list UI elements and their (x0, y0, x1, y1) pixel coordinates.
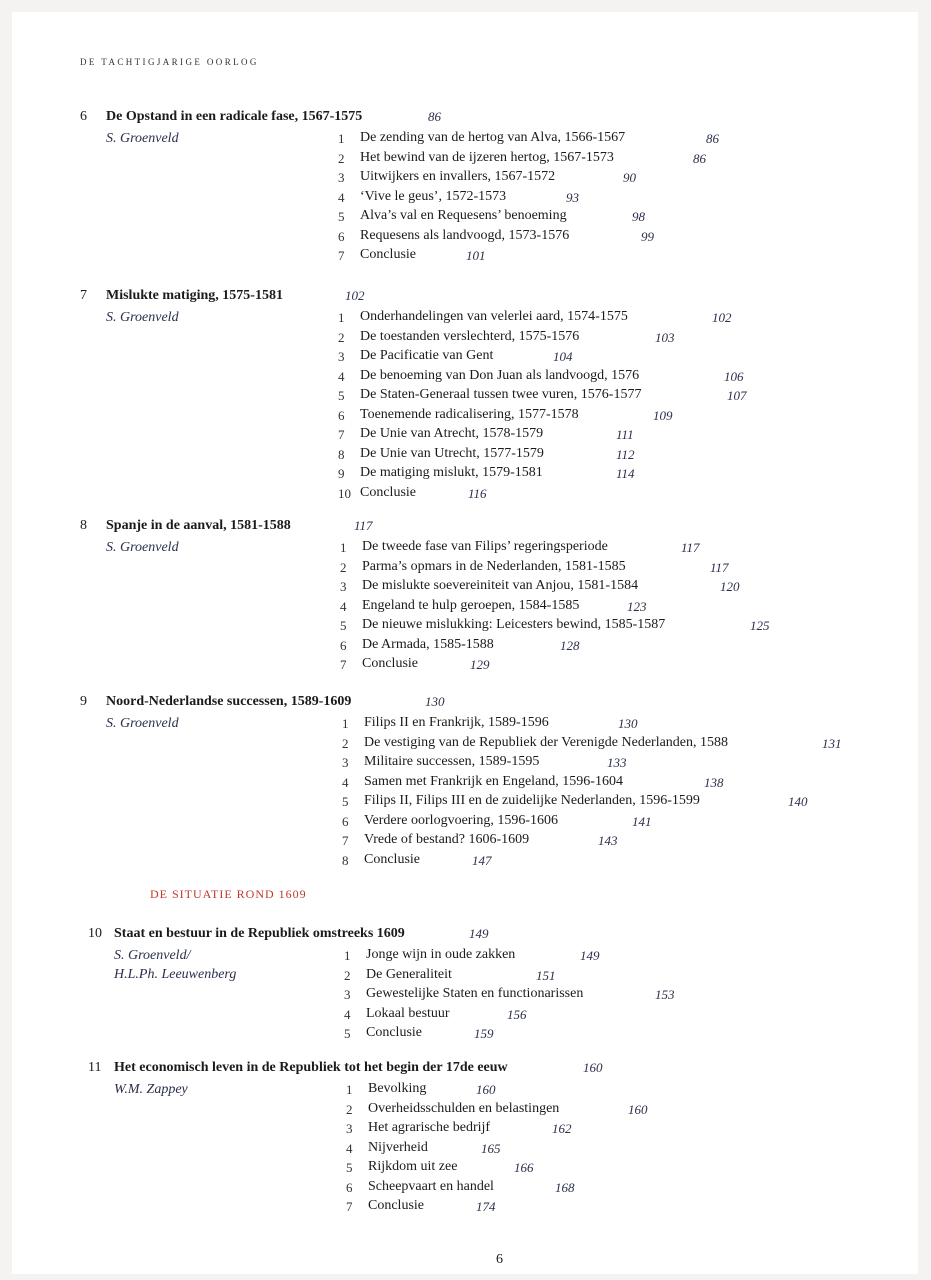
section-page-number: 101 (466, 248, 486, 263)
chapter-author: S. Groenveld (106, 540, 179, 555)
section-title: Conclusie (364, 851, 420, 867)
running-header: DE TACHTIGJARIGE OORLOG (80, 57, 259, 67)
chapter-number: 7 (80, 288, 87, 303)
section-number: 1 (338, 310, 345, 325)
section-title: Scheepvaart en handel (368, 1178, 494, 1194)
chapter-author: S. Groenveld (106, 131, 179, 146)
section-page-number: 133 (607, 755, 627, 770)
section-number: 5 (338, 388, 345, 403)
section-page-number: 129 (470, 657, 490, 672)
section-title: Gewestelijke Staten en functionarissen (366, 986, 584, 1001)
section-title: De tweede fase van Filips’ regeringsperiode (362, 539, 608, 554)
section-page-number: 93 (566, 189, 579, 205)
section-title: De Armada, 1585-1588 (362, 636, 494, 652)
section-number: 5 (340, 618, 347, 633)
section-page-number: 86 (693, 150, 706, 166)
section-page-number: 165 (481, 1140, 501, 1156)
chapter-page-number: 117 (354, 518, 373, 533)
chapter-title: Spanje in de aanval, 1581-1588 (106, 518, 291, 533)
section-page-number: 160 (476, 1082, 496, 1097)
section-title: De matiging mislukt, 1579-1581 (360, 465, 543, 480)
chapter-number: 11 (88, 1060, 102, 1075)
section-title: De Pacificatie van Gent (360, 348, 494, 363)
section-page-number: 151 (536, 967, 556, 983)
section-number: 3 (344, 987, 351, 1002)
chapter-number: 8 (80, 518, 87, 533)
section-title: Alva’s val en Requesens’ benoeming (360, 208, 567, 223)
section-title: Bevolking (368, 1081, 427, 1096)
chapter-page-number: 160 (583, 1060, 603, 1075)
section-page-number: 102 (712, 310, 732, 325)
chapter-page-number: 130 (425, 694, 445, 709)
section-number: 1 (340, 540, 347, 555)
section-number: 3 (342, 755, 349, 770)
chapter-title: Mislukte matiging, 1575-1581 (106, 288, 283, 303)
section-number: 1 (342, 716, 349, 731)
section-number: 1 (344, 948, 351, 963)
section-title: De Staten-Generaal tussen twee vuren, 1576-1577 (360, 387, 642, 402)
section-title: Nijverheid (368, 1139, 428, 1155)
section-number: 7 (342, 833, 349, 848)
section-title: Filips II, Filips III en de zuidelijke Nederlanden, 1596-1599 (364, 793, 700, 808)
chapter-number: 9 (80, 694, 87, 709)
section-title: Parma’s opmars in de Nederlanden, 1581-1585 (362, 558, 626, 574)
section-number: 2 (340, 559, 347, 575)
section-number: 9 (338, 466, 345, 481)
section-page-number: 168 (555, 1179, 575, 1195)
section-title: Conclusie (360, 247, 416, 262)
section-page-number: 174 (476, 1199, 496, 1214)
section-number: 2 (342, 735, 349, 751)
section-page-number: 156 (507, 1006, 527, 1022)
chapter-page-number: 102 (345, 288, 365, 303)
chapter-page-number: 149 (469, 926, 489, 941)
section-title: Onderhandelingen van velerlei aard, 1574-1575 (360, 309, 628, 324)
chapter-number: 6 (80, 109, 87, 124)
section-number: 4 (342, 774, 349, 790)
section-number: 2 (338, 150, 345, 166)
section-page-number: 141 (632, 813, 652, 829)
section-page-number: 90 (623, 170, 636, 185)
section-title: Jonge wijn in oude zakken (366, 947, 516, 962)
section-page-number: 99 (641, 228, 654, 244)
section-number: 6 (346, 1179, 353, 1195)
chapter-page-number: 86 (428, 109, 441, 124)
section-page-number: 114 (616, 466, 635, 481)
section-page-number: 130 (618, 716, 638, 731)
section-number: 4 (344, 1006, 351, 1022)
section-title: Filips II en Frankrijk, 1589-1596 (364, 715, 549, 730)
section-title: Samen met Frankrijk en Engeland, 1596-1604 (364, 773, 623, 789)
section-title: Conclusie (366, 1025, 422, 1040)
section-number: 6 (338, 407, 345, 423)
section-page-number: 111 (616, 427, 634, 442)
section-page-number: 98 (632, 209, 645, 224)
section-title: De benoeming van Don Juan als landvoogd, 1576 (360, 367, 640, 383)
chapter-author: H.L.Ph. Leeuwenberg (114, 967, 237, 982)
section-number: 4 (346, 1140, 353, 1156)
section-page-number: 116 (468, 485, 487, 501)
section-page-number: 106 (724, 368, 744, 384)
chapter-title: De Opstand in een radicale fase, 1567-1575 (106, 109, 363, 124)
section-number: 4 (340, 598, 347, 614)
section-number: 3 (338, 170, 345, 185)
section-page-number: 107 (727, 388, 747, 403)
section-title: Lokaal bestuur (366, 1005, 450, 1021)
section-number: 3 (346, 1121, 353, 1136)
section-number: 4 (338, 189, 345, 205)
section-page-number: 120 (720, 579, 740, 594)
section-page-number: 117 (710, 559, 729, 575)
section-page-number: 162 (552, 1121, 572, 1136)
section-title: De Generaliteit (366, 966, 452, 982)
section-number: 7 (346, 1199, 353, 1214)
section-title: Uitwijkers en invallers, 1567-1572 (360, 169, 556, 184)
section-page-number: 117 (681, 540, 700, 555)
chapter-title: Het economisch leven in de Republiek tot het begin der 17de eeuw (114, 1060, 508, 1075)
section-number: 7 (340, 657, 347, 672)
section-title: De Unie van Utrecht, 1577-1579 (360, 445, 544, 461)
section-page-number: 166 (514, 1160, 534, 1175)
section-title: De Unie van Atrecht, 1578-1579 (360, 426, 544, 441)
section-title: De vestiging van de Republiek der Verenigde Nederlanden, 1588 (364, 734, 729, 750)
chapter-number: 10 (88, 926, 102, 941)
chapter-author: S. Groenveld (106, 716, 179, 731)
section-title: Conclusie (368, 1198, 424, 1213)
section-number: 6 (342, 813, 349, 829)
section-number: 7 (338, 427, 345, 442)
section-title: Toenemende radicalisering, 1577-1578 (360, 406, 579, 422)
section-page-number: 149 (580, 948, 600, 963)
section-page-number: 160 (628, 1101, 648, 1117)
section-page-number: 128 (560, 637, 580, 653)
section-number: 10 (338, 485, 351, 501)
section-number: 1 (338, 131, 345, 146)
section-page-number: 86 (706, 131, 719, 146)
section-page-number: 103 (655, 329, 675, 345)
section-title: Het bewind van de ijzeren hertog, 1567-1573 (360, 149, 614, 165)
section-title: De nieuwe mislukking: Leicesters bewind, 1585-1587 (362, 617, 666, 632)
section-number: 8 (338, 446, 345, 462)
section-number: 1 (346, 1082, 353, 1097)
section-title: Engeland te hulp geroepen, 1584-1585 (362, 597, 580, 613)
section-page-number: 153 (655, 987, 675, 1002)
chapter-title: Noord-Nederlandse successen, 1589-1609 (106, 694, 352, 709)
section-number: 6 (338, 228, 345, 244)
section-title: Overheidsschulden en belastingen (368, 1100, 560, 1116)
chapter-author: S. Groenveld (106, 310, 179, 325)
section-number: 3 (338, 349, 345, 364)
footer-page-number: 6 (496, 1252, 503, 1267)
section-page-number: 138 (704, 774, 724, 790)
section-title: De toestanden verslechterd, 1575-1576 (360, 328, 580, 344)
section-title: Het agrarische bedrijf (368, 1120, 491, 1135)
part-heading: DE SITUATIE ROND 1609 (150, 887, 307, 901)
section-page-number: 123 (627, 598, 647, 614)
section-number: 4 (338, 368, 345, 384)
section-page-number: 140 (788, 794, 808, 809)
section-number: 7 (338, 248, 345, 263)
section-page-number: 125 (750, 618, 770, 633)
chapter-author: W.M. Zappey (114, 1082, 188, 1097)
section-number: 5 (346, 1160, 353, 1175)
section-number: 3 (340, 579, 347, 594)
section-number: 5 (342, 794, 349, 809)
chapter-author: S. Groenveld/ (114, 948, 191, 963)
section-page-number: 147 (472, 852, 492, 868)
section-number: 2 (344, 967, 351, 983)
section-page-number: 131 (822, 735, 842, 751)
section-title: Conclusie (362, 656, 418, 671)
section-number: 2 (338, 329, 345, 345)
section-title: De mislukte soevereiniteit van Anjou, 1581-1584 (362, 578, 639, 593)
section-title: Requesens als landvoogd, 1573-1576 (360, 227, 570, 243)
section-title: De zending van de hertog van Alva, 1566-1567 (360, 130, 626, 145)
chapter-title: Staat en bestuur in de Republiek omstreeks 1609 (114, 926, 405, 941)
section-number: 6 (340, 637, 347, 653)
section-title: Verdere oorlogvoering, 1596-1606 (364, 812, 559, 828)
section-number: 5 (338, 209, 345, 224)
section-title: Militaire successen, 1589-1595 (364, 754, 540, 769)
section-page-number: 159 (474, 1026, 494, 1041)
section-title: Vrede of bestand? 1606-1609 (364, 832, 530, 847)
section-number: 8 (342, 852, 349, 868)
section-page-number: 104 (553, 349, 573, 364)
section-title: ‘Vive le geus’, 1572-1573 (360, 188, 507, 204)
section-title: Rijkdom uit zee (368, 1159, 458, 1174)
section-number: 5 (344, 1026, 351, 1041)
section-page-number: 109 (653, 407, 673, 423)
section-page-number: 112 (616, 446, 635, 462)
section-page-number: 143 (598, 833, 618, 848)
section-number: 2 (346, 1101, 353, 1117)
section-title: Conclusie (360, 484, 416, 500)
